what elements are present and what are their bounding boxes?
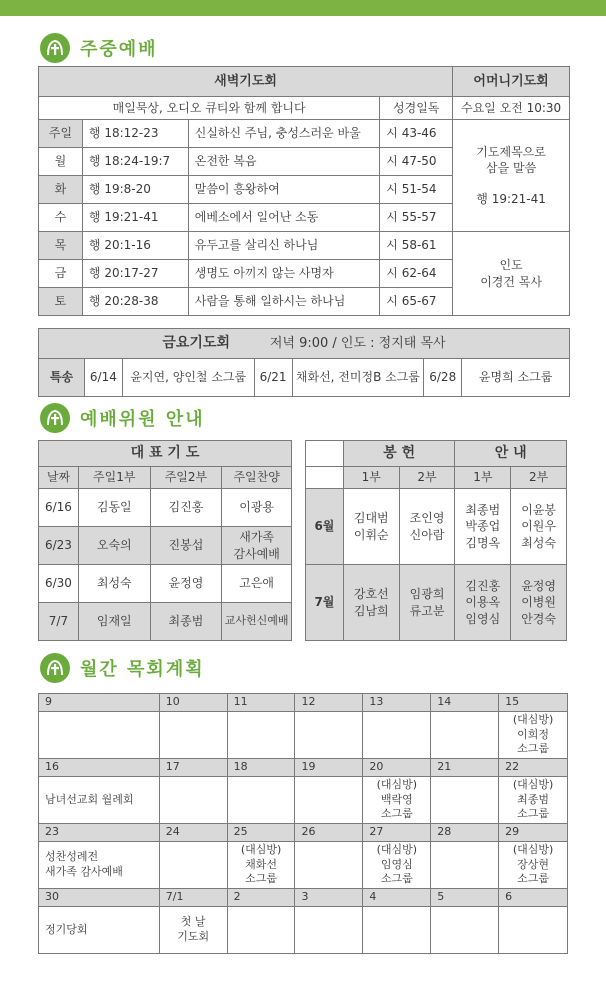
calendar-day-number: 22 [499, 759, 568, 777]
mothers-line: 이경건 목사 [480, 274, 542, 289]
calendar-event [39, 712, 160, 759]
calendar-event: 첫 날 기도회 [159, 907, 227, 954]
reading-cell: 시 51-54 [380, 176, 453, 204]
prayer-date: 6/30 [39, 565, 79, 603]
prayer-name [222, 603, 292, 641]
calendar-day-number: 3 [295, 889, 363, 907]
prayer-date: 6/16 [39, 489, 79, 527]
mothers-line: 삼을 말씀 [485, 161, 537, 176]
prayer-name [222, 489, 292, 527]
top-accent-bar [0, 0, 606, 16]
mothers-line: 행 19:21-41 [476, 191, 546, 206]
duty-name: 신아람 [409, 527, 445, 542]
reading-cell: 시 47-50 [380, 148, 453, 176]
day-cell: 수 [39, 204, 83, 232]
prayer-name-line: 고은애 [239, 576, 275, 591]
calendar-day-number: 16 [39, 759, 160, 777]
calendar-event [499, 907, 568, 954]
theme-cell: 에베소에서 일어난 소동 [188, 204, 380, 232]
passage-cell: 행 19:8-20 [82, 176, 188, 204]
friday-date: 6/28 [424, 359, 462, 397]
day-cell: 목 [39, 232, 83, 260]
calendar-event-row [39, 907, 568, 954]
prayer-date: 7/7 [39, 603, 79, 641]
calendar-day-number: 13 [363, 694, 431, 712]
prayer-col-header: 주일찬양 [222, 467, 292, 489]
prayer-col-header: 주일2부 [150, 467, 222, 489]
duty-names [343, 565, 399, 641]
section-heading-weekly [40, 32, 158, 64]
calendar-event [159, 842, 227, 889]
prayer-col-header: 날짜 [39, 467, 79, 489]
friday-info: 저녁 9:00 / 인도 : 정지태 목사 [269, 336, 446, 352]
calendar-day-number: 2 [227, 889, 295, 907]
duty-name: 안경숙 [521, 611, 556, 626]
monthly-calendar [38, 693, 568, 954]
calendar-date-row [39, 824, 568, 842]
calendar-event [431, 907, 499, 954]
church-cross-icon [40, 653, 70, 683]
duty-name: 최성숙 [521, 535, 556, 550]
calendar-event: (대심방) 최종범 소그룹 [499, 777, 568, 824]
mothers-line: 인도 [499, 258, 523, 273]
calendar-event [363, 907, 431, 954]
calendar-day-number: 11 [227, 694, 295, 712]
section-title: 월간 목회계획 [80, 659, 205, 680]
calendar-event [363, 712, 431, 759]
calendar-event: (대심방) 이희정 소그룹 [499, 712, 568, 759]
passage-cell: 행 18:24-19:7 [82, 148, 188, 176]
calendar-event [159, 777, 227, 824]
prayer-name: 김동일 [78, 489, 150, 527]
calendar-day-number: 10 [159, 694, 227, 712]
prayer-name: 윤정영 [150, 565, 222, 603]
calendar-event [227, 907, 295, 954]
calendar-day-number: 23 [39, 824, 160, 842]
section-title: 주중예배 [80, 39, 158, 60]
friday-date: 6/21 [254, 359, 292, 397]
day-cell: 월 [39, 148, 83, 176]
duty-name: 류고분 [409, 603, 445, 618]
theme-cell: 온전한 복음 [188, 148, 380, 176]
calendar-event [295, 777, 363, 824]
calendar-event: (대심방) 장상현 소그룹 [499, 842, 568, 889]
service-col-header: 1부 [455, 467, 511, 489]
theme-cell: 유두고를 살리신 하나님 [188, 232, 380, 260]
passage-cell: 행 20:28-38 [82, 288, 188, 316]
section-heading-guide [40, 402, 205, 434]
calendar-event: 정기당회 [39, 907, 160, 954]
duty-names [399, 489, 455, 565]
calendar-event [295, 907, 363, 954]
prayer-col-header: 주일1부 [78, 467, 150, 489]
calendar-event: (대심방) 임영심 소그룹 [363, 842, 431, 889]
duty-name: 김진홍 [465, 579, 501, 594]
reading-header: 성경일독 [380, 97, 453, 120]
calendar-date-row [39, 759, 568, 777]
duty-names [343, 489, 399, 565]
day-cell: 금 [39, 260, 83, 288]
mothers-time: 수요일 오전 10:30 [453, 97, 570, 120]
mothers-leader-cell [453, 232, 570, 316]
calendar-day-number: 26 [295, 824, 363, 842]
calendar-day-number: 27 [363, 824, 431, 842]
duty-name: 임광희 [409, 587, 445, 602]
dawn-note: 매일묵상, 오디오 큐티와 함께 합니다 [39, 97, 380, 120]
calendar-day-number: 24 [159, 824, 227, 842]
theme-cell: 생명도 아끼지 않는 사명자 [188, 260, 380, 288]
calendar-day-number: 15 [499, 694, 568, 712]
service-col-header: 2부 [399, 467, 455, 489]
prayer-name: 김진홍 [150, 489, 222, 527]
friday-group: 윤명희 소그룹 [462, 359, 570, 397]
duty-name: 최종범 [465, 503, 501, 518]
prayer-name-line: 교사헌신예배 [224, 614, 289, 628]
calendar-date-row [39, 694, 568, 712]
friday-title: 금요기도회 [162, 335, 230, 352]
church-cross-icon [40, 403, 70, 433]
prayer-name-line: 새가족 [239, 530, 275, 545]
prayer-name [222, 527, 292, 565]
day-cell: 화 [39, 176, 83, 204]
service-col-header: 2부 [511, 467, 567, 489]
duty-name: 강호선 [353, 587, 389, 602]
mothers-line: 기도제목으로 [476, 145, 546, 160]
prayer-name: 오숙의 [78, 527, 150, 565]
friday-header [39, 329, 570, 359]
calendar-day-number: 20 [363, 759, 431, 777]
calendar-day-number: 21 [431, 759, 499, 777]
mothers-title: 어머니기도회 [453, 67, 570, 97]
duty-name: 이윤봉 [521, 503, 556, 518]
calendar-event: (대심방) 채화선 소그룹 [227, 842, 295, 889]
duty-name: 임영심 [465, 611, 501, 626]
calendar-event [431, 712, 499, 759]
friday-group: 윤지연, 양인철 소그룹 [122, 359, 254, 397]
calendar-day-number: 14 [431, 694, 499, 712]
reading-cell: 시 58-61 [380, 232, 453, 260]
calendar-event [295, 712, 363, 759]
calendar-day-number: 18 [227, 759, 295, 777]
day-cell: 토 [39, 288, 83, 316]
calendar-day-number: 5 [431, 889, 499, 907]
calendar-date-row [39, 889, 568, 907]
duty-name: 김남희 [353, 603, 389, 618]
calendar-event [295, 842, 363, 889]
dawn-title: 새벽기도회 [39, 67, 453, 97]
duty-names [511, 489, 567, 565]
passage-cell: 행 20:17-27 [82, 260, 188, 288]
day-cell: 주일 [39, 120, 83, 148]
usher-title: 안 내 [455, 441, 567, 467]
theme-cell: 말씀이 흥왕하여 [188, 176, 380, 204]
friday-prayer-table [38, 328, 570, 397]
duty-name: 김명옥 [465, 535, 501, 550]
duty-names [399, 565, 455, 641]
offering-usher-table [305, 440, 567, 641]
calendar-event: (대심방) 백락영 소그룹 [363, 777, 431, 824]
passage-cell: 행 20:1-16 [82, 232, 188, 260]
friday-date: 6/14 [84, 359, 122, 397]
church-cross-icon [40, 33, 70, 63]
service-col-header: 1부 [343, 467, 399, 489]
calendar-day-number: 19 [295, 759, 363, 777]
calendar-day-number: 29 [499, 824, 568, 842]
prayer-name: 진봉섭 [150, 527, 222, 565]
duty-names [455, 489, 511, 565]
theme-cell: 신실하신 주님, 충성스러운 바울 [188, 120, 380, 148]
month-label: 6월 [306, 489, 344, 565]
section-heading-monthly [40, 652, 205, 684]
calendar-day-number: 6 [499, 889, 568, 907]
theme-cell: 사람을 통해 일하시는 하나님 [188, 288, 380, 316]
duty-name: 이용옥 [465, 595, 501, 610]
calendar-event [431, 777, 499, 824]
duty-names [455, 565, 511, 641]
calendar-event-row [39, 842, 568, 889]
section-title: 예배위원 안내 [80, 409, 205, 430]
duty-name: 이휘순 [353, 527, 389, 542]
prayer-name: 최성숙 [78, 565, 150, 603]
duty-name: 조인영 [409, 511, 445, 526]
prayer-name-line: 감사예배 [233, 546, 280, 561]
representative-prayer-table [38, 440, 292, 641]
duty-names [511, 565, 567, 641]
duty-name: 박종업 [465, 519, 501, 534]
calendar-event [227, 777, 295, 824]
calendar-day-number: 9 [39, 694, 160, 712]
calendar-day-number: 17 [159, 759, 227, 777]
corner-cell [306, 441, 344, 467]
reading-cell: 시 65-67 [380, 288, 453, 316]
duty-name: 이병원 [521, 595, 556, 610]
passage-cell: 행 19:21-41 [82, 204, 188, 232]
prayer-name: 최종범 [150, 603, 222, 641]
mothers-topic-cell [453, 120, 570, 232]
prayer-date: 6/23 [39, 527, 79, 565]
friday-group: 채화선, 전미정B 소그룹 [292, 359, 424, 397]
prayer-title: 대 표 기 도 [39, 441, 292, 467]
passage-cell: 행 18:12-23 [82, 120, 188, 148]
corner-cell [306, 467, 344, 489]
prayer-name [222, 565, 292, 603]
prayer-name: 임재일 [78, 603, 150, 641]
dawn-prayer-table [38, 66, 570, 316]
prayer-name-line: 이광용 [239, 500, 275, 515]
reading-cell: 시 62-64 [380, 260, 453, 288]
calendar-day-number: 12 [295, 694, 363, 712]
calendar-event [227, 712, 295, 759]
calendar-day-number: 4 [363, 889, 431, 907]
special-song-label: 특송 [39, 359, 85, 397]
calendar-day-number: 28 [431, 824, 499, 842]
calendar-event: 성찬성례전 새가족 감사예배 [39, 842, 160, 889]
reading-cell: 시 43-46 [380, 120, 453, 148]
calendar-day-number: 25 [227, 824, 295, 842]
duty-name: 김대범 [353, 511, 389, 526]
calendar-event: 남녀선교회 월례회 [39, 777, 160, 824]
calendar-event-row [39, 777, 568, 824]
calendar-event-row [39, 712, 568, 759]
calendar-event [431, 842, 499, 889]
month-label: 7월 [306, 565, 344, 641]
calendar-day-number: 30 [39, 889, 160, 907]
calendar-day-number: 7/1 [159, 889, 227, 907]
duty-name: 윤정영 [521, 579, 556, 594]
offering-title: 봉 헌 [343, 441, 455, 467]
duty-name: 이원우 [521, 519, 556, 534]
calendar-event [159, 712, 227, 759]
reading-cell: 시 55-57 [380, 204, 453, 232]
